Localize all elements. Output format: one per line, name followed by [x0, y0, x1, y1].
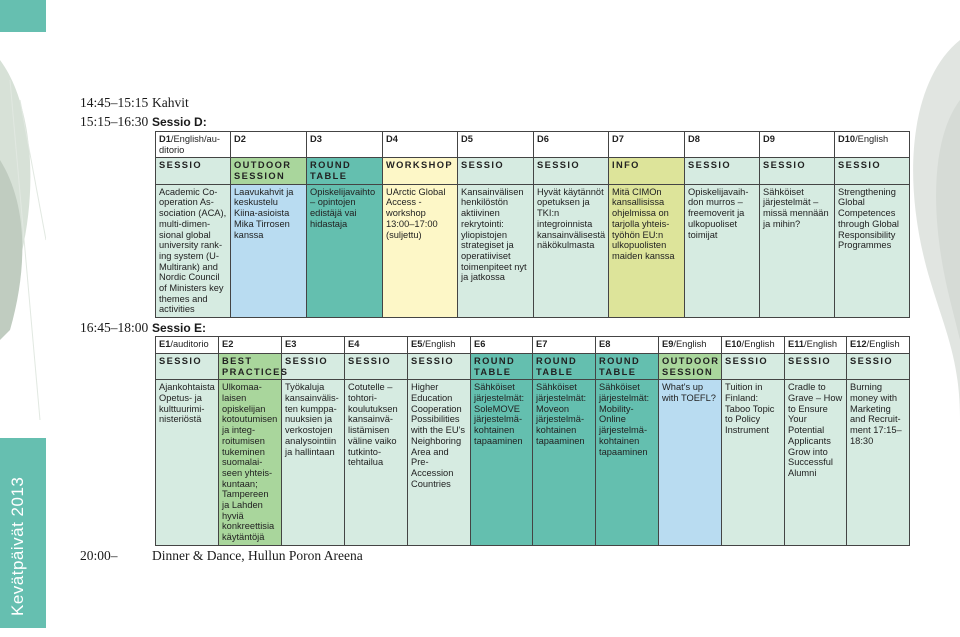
session-type: SESSIO [722, 354, 785, 380]
event-label: Kahvit [152, 95, 189, 110]
session-header: E4 [345, 337, 408, 354]
session-description: Sähköiset järjestelmät: Moveon järjestelmäkohtainen tapaaminen [533, 380, 596, 545]
session-header: D5 [458, 132, 534, 158]
session-type: ROUND TABLE [533, 354, 596, 380]
session-d-header-row [156, 132, 910, 158]
session-description: Laavukahvit ja keskustelu Kiina-asioista Mika Tirrosen kanssa [231, 184, 307, 317]
session-description: Academic Cooperation Association (ACA), multi-dimensional global university ranking system (U-Multirank) and Nordic Council of Ministers key themes and activities [156, 184, 231, 317]
schedule-row-coffee [80, 95, 189, 113]
session-description: Sähköiset järjestelmät: Mobility-Online järjestelmäkohtainen tapaaminen [596, 380, 659, 545]
session-type: SESSIO [534, 158, 609, 184]
session-header: D10/English [835, 132, 910, 158]
time-label: 15:15–16:30 [80, 114, 149, 129]
session-description: Strengthening Global Competences through Global Responsibility Programmes [835, 184, 910, 317]
session-header: D1/English/auditorio [156, 132, 231, 158]
session-description: Burning money with Marketing and Recruitment 17:15–18:30 [847, 380, 910, 545]
session-d-table [155, 131, 910, 318]
session-description: Sähköiset järjestelmät: SoleMOVE järjestelmäkohtainen tapaaminen [471, 380, 533, 545]
session-description: Higher Education Cooperation Possibilities with the EU's Neighboring Area and Pre-Accession Countries [408, 380, 471, 545]
session-type: ROUND TABLE [471, 354, 533, 380]
session-header: D3 [307, 132, 383, 158]
session-type: SESSIO [835, 158, 910, 184]
corner-accent [0, 0, 46, 32]
session-header: E9/English [659, 337, 722, 354]
session-header: E6 [471, 337, 533, 354]
session-header: D4 [383, 132, 458, 158]
session-header: E8 [596, 337, 659, 354]
session-description: Kansainvälisen henkilöstön aktiivinen rekrytointi: yliopistojen strategiset ja operatiiviset toimenpiteet nyt ja jatkossa [458, 184, 534, 317]
session-header: E5/English [408, 337, 471, 354]
session-d-type-row [156, 158, 910, 184]
session-description: What's up with TOEFL? [659, 380, 722, 545]
session-description: Hyvät käytännöt opetuksen ja TKI:n integroinnista kansainvälisestä näkökulmasta [534, 184, 609, 317]
session-header: D6 [534, 132, 609, 158]
session-description: Ajankohtaista Opetus- ja kulttuuriministeriöstä [156, 380, 219, 545]
session-type: SESSIO [785, 354, 847, 380]
event-label: Dinner & Dance, Hullun Poron Areena [152, 548, 363, 563]
time-label: 20:00– [80, 548, 118, 563]
session-type: SESSIO [760, 158, 835, 184]
session-description: Cotutelle – tohtorikoulutuksen kansainvälistämisen väline vaiko tutkintotehtailua [345, 380, 408, 545]
session-e-table [155, 336, 910, 546]
session-type: SESSIO [685, 158, 760, 184]
session-type: SESSIO [156, 158, 231, 184]
session-type: SESSIO [847, 354, 910, 380]
time-label: 16:45–18:00 [80, 320, 149, 335]
session-type: OUTDOOR SESSION [659, 354, 722, 380]
sidebar [0, 0, 46, 637]
session-d-body-row [156, 184, 910, 317]
session-type: SESSIO [458, 158, 534, 184]
session-type: ROUND TABLE [307, 158, 383, 184]
schedule-row-session-d [80, 114, 207, 132]
schedule-row-dinner [80, 548, 363, 566]
session-description: Työkaluja kansainvälisten kumppanuuksien ja verkostojen analysointiin ja hallintaan [282, 380, 345, 545]
session-type: SESSIO [345, 354, 408, 380]
session-header: D8 [685, 132, 760, 158]
session-type: OUTDOOR SESSION [231, 158, 307, 184]
time-label: 14:45–15:15 [80, 95, 149, 110]
session-description: Cradle to Grave – How to Ensure Your Potential Applicants Grow into Successful Alumni [785, 380, 847, 545]
session-type: SESSIO [156, 354, 219, 380]
session-header: D7 [609, 132, 685, 158]
session-type: WORKSHOP [383, 158, 458, 184]
session-type: BEST PRACTICES [219, 354, 282, 380]
session-description: Tuition in Finland: Taboo Topic to Policy Instrument [722, 380, 785, 545]
session-type: INFO [609, 158, 685, 184]
session-type: SESSIO [408, 354, 471, 380]
session-description: Opiskelijavaihto – opintojen edistäjä vai hidastaja [307, 184, 383, 317]
session-type: SESSIO [282, 354, 345, 380]
session-header: E10/English [722, 337, 785, 354]
session-e-type-row [156, 354, 910, 380]
session-description: Sähköiset järjestelmät – missä mennään ja mihin? [760, 184, 835, 317]
session-e-body-row [156, 380, 910, 545]
session-header: E12/English [847, 337, 910, 354]
session-header: E7 [533, 337, 596, 354]
session-header: D2 [231, 132, 307, 158]
session-header: D9 [760, 132, 835, 158]
session-description: Opiskelijavaihdon murros – freemoverit ja ulkopuoliset toimijat [685, 184, 760, 317]
leaf-decoration [0, 40, 46, 440]
session-type: ROUND TABLE [596, 354, 659, 380]
session-description: Mitä CIMOn kansallisissa ohjelmissa on tarjolla yhteistyöhön EU:n ulkopuolisten maiden kanssa [609, 184, 685, 317]
session-header: E11/English [785, 337, 847, 354]
session-heading: Sessio D: [152, 115, 207, 129]
session-description: Ulkomaalaisen opiskelijan kotoutumisen ja integroitumisen tukeminen suomalaiseen yhteiskuntaan; Tampereen ja Lahden hyviä konkreettisia käytäntöjä [219, 380, 282, 545]
session-header: E3 [282, 337, 345, 354]
session-header: E1/auditorio [156, 337, 219, 354]
session-header: E2 [219, 337, 282, 354]
session-description: UArctic Global Access -workshop 13:00–17:00 (suljettu) [383, 184, 458, 317]
session-heading: Sessio E: [152, 321, 207, 335]
sidebar-title: Kevätpäivät 2013 [8, 476, 27, 616]
session-e-header-row [156, 337, 910, 354]
